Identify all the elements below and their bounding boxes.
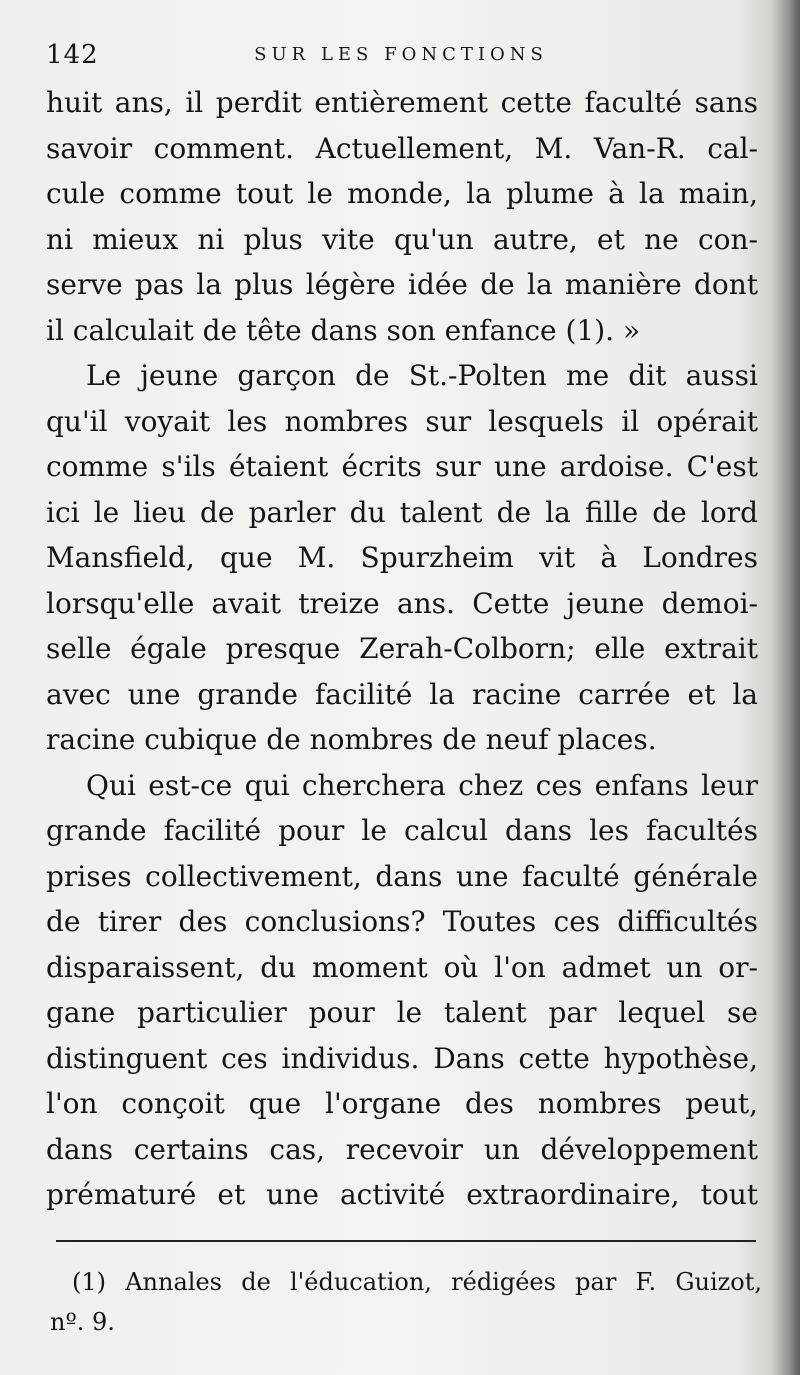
text-line: de tirer des conclusions? Toutes ces difficultés (46, 905, 758, 938)
text-line: avec une grande facilité la racine carrée et la (46, 677, 758, 711)
text-line: distinguent ces individus. Dans cette hypothèse, (46, 1041, 758, 1075)
text-line: prématuré et une activité extraordinaire, tout (46, 1178, 758, 1211)
text-line: l'on conçoit que l'organe des nombres peut, (46, 1087, 758, 1120)
text-line: prises collectivement, dans une faculté générale (46, 859, 758, 893)
page-header (46, 40, 756, 74)
text-line: Qui est-ce qui cherchera chez ces enfans leur (86, 768, 758, 802)
text-line: comme s'ils étaient écrits sur une ardoise. C'est (46, 450, 758, 483)
text-line: cule comme tout le monde, la plume à la main, (46, 177, 758, 210)
text-line: lorsqu'elle avait treize ans. Cette jeune demoi- (46, 586, 758, 620)
text-line: disparaissent, du moment où l'on admet un or- (46, 950, 758, 984)
text-line: huit ans, il perdit entièrement cette faculté sans (46, 86, 758, 119)
footnote-divider (56, 1240, 756, 1242)
text-line: ici le lieu de parler du talent de la fille de lord (46, 495, 758, 529)
text-line: Mansfield, que M. Spurzheim vit à Londres (46, 541, 758, 574)
running-head: SUR LES FONCTIONS (254, 44, 548, 65)
page-edge-shadow (770, 0, 800, 1375)
text-line: serve pas la plus légère idée de la manière dont (46, 268, 758, 301)
body-text (46, 80, 758, 1218)
text-line: selle égale presque Zerah-Colborn; elle extrait (46, 632, 758, 665)
text-line: grande facilité pour le calcul dans les facultés (46, 814, 758, 847)
footnote-line: nº. 9. (50, 1308, 115, 1336)
text-line: qu'il voyait les nombres sur lesquels il opérait (46, 404, 758, 438)
footnotes (50, 1262, 762, 1342)
text-line: gane particulier pour le talent par lequel se (46, 996, 758, 1029)
text-line: il calculait de tête dans son enfance (1). » (46, 313, 641, 347)
text-line: ni mieux ni plus vite qu'un autre, et ne con- (46, 222, 758, 256)
text-line: dans certains cas, recevoir un développement (46, 1132, 758, 1166)
text-line: Le jeune garçon de St.-Polten me dit aussi (86, 359, 758, 392)
page-number: 142 (46, 40, 99, 70)
footnote-line: (1) Annales de l'éducation, rédigées par F. Guizot, (72, 1268, 762, 1296)
text-line: racine cubique de nombres de neuf places. (46, 723, 657, 756)
text-line: savoir comment. Actuellement, M. Van-R. cal- (46, 131, 758, 165)
